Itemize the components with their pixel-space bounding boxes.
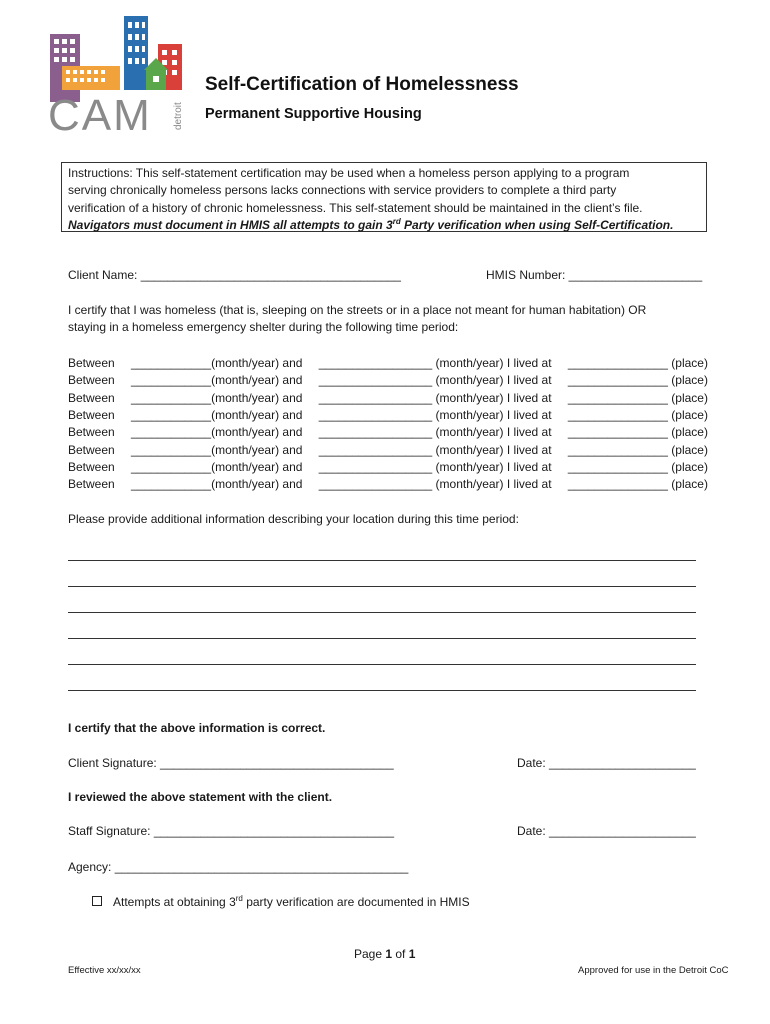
additional-info-line[interactable] [68, 612, 696, 613]
client-date-field[interactable]: Date: ______________________ [517, 756, 696, 770]
certify-paragraph: I certify that I was homeless (that is, sleeping on the streets or in a place not meant for human habitation) OR staying in a homeless emergency shelter during the following time period: [68, 303, 647, 335]
period-row-segment: _______________ (place) [567, 459, 708, 474]
period-row-segment: ____________(month/year) and [130, 390, 303, 405]
homeless-period-row[interactable] [68, 477, 708, 491]
period-row-segment: _______________ (place) [567, 356, 708, 370]
logo-detroit-text: detroit [173, 102, 184, 130]
instructions-emphasis-line: Navigators must document in HMIS all attempts to gain 3rd Party verification when using Self-Certification. [68, 217, 674, 233]
period-row-segment: Between [68, 459, 115, 474]
document-subtitle: Permanent Supportive Housing [205, 106, 422, 122]
homeless-period-row[interactable] [68, 408, 708, 422]
period-row-segment: ____________(month/year) and [130, 356, 303, 370]
additional-info-line[interactable] [68, 560, 696, 561]
period-row-segment: _______________ (place) [567, 373, 708, 388]
period-row-segment: ____________(month/year) and [130, 373, 303, 388]
hmis-attempts-checkbox[interactable] [92, 896, 102, 906]
period-row-segment: _________________ (month/year) I lived at [318, 373, 552, 388]
period-row-segment: ____________(month/year) and [130, 442, 303, 457]
additional-info-prompt: Please provide additional information describing your location during this time period: [68, 512, 519, 526]
period-row-segment: Between [68, 425, 115, 440]
period-row-segment: Between [68, 356, 115, 370]
instructions-line: Instructions: This self-statement certification may be used when a homeless person applying to a program [68, 166, 630, 180]
period-row-segment: _________________ (month/year) I lived at [318, 477, 552, 492]
client-signature-field[interactable]: Client Signature: ___________________________________ [68, 756, 394, 770]
additional-info-line[interactable] [68, 664, 696, 665]
staff-signature-field[interactable]: Staff Signature: ____________________________________ [68, 824, 395, 838]
staff-date-field[interactable]: Date: ______________________ [517, 824, 696, 838]
effective-date: Effective xx/xx/xx [68, 965, 141, 976]
homeless-period-row[interactable] [68, 391, 708, 405]
period-row-segment: _________________ (month/year) I lived at [318, 459, 552, 474]
period-row-segment: ____________(month/year) and [130, 407, 303, 422]
homeless-period-row[interactable] [68, 425, 708, 439]
period-row-segment: _________________ (month/year) I lived at [318, 390, 552, 405]
agency-field[interactable]: Agency: ____________________________________________ [68, 860, 409, 874]
additional-info-line[interactable] [68, 638, 696, 639]
reviewed-heading: I reviewed the above statement with the client. [68, 790, 333, 804]
period-row-segment: _________________ (month/year) I lived at [318, 407, 552, 422]
period-row-segment: Between [68, 477, 115, 492]
period-row-segment: ____________(month/year) and [130, 459, 303, 474]
hmis-attempts-label: Attempts at obtaining 3rd party verification are documented in HMIS [113, 894, 470, 909]
logo-cam-text: CAM [48, 91, 152, 132]
certify-correct-heading: I certify that the above information is correct. [68, 721, 326, 735]
page-number: Page 1 of 1 [354, 947, 416, 961]
period-row-segment: Between [68, 390, 115, 405]
homeless-period-row[interactable] [68, 460, 708, 474]
period-row-segment: Between [68, 373, 115, 388]
period-row-segment: _______________ (place) [567, 425, 708, 440]
period-row-segment: Between [68, 407, 115, 422]
cam-detroit-logo [48, 14, 188, 132]
approval-note: Approved for use in the Detroit CoC [578, 965, 729, 976]
client-name-field[interactable]: Client Name: _______________________________________ [68, 268, 401, 282]
homeless-period-row[interactable] [68, 373, 708, 387]
hmis-number-field[interactable]: HMIS Number: ____________________ [486, 268, 703, 282]
homeless-period-row[interactable] [68, 443, 708, 457]
additional-info-line[interactable] [68, 690, 696, 691]
instructions-line: serving chronically homeless persons lacks connections with service providers to complete a third party [68, 183, 617, 198]
period-row-segment: ____________(month/year) and [130, 425, 303, 440]
document-title: Self-Certification of Homelessness [205, 74, 519, 95]
period-row-segment: _______________ (place) [567, 407, 708, 422]
period-row-segment: _________________ (month/year) I lived at [318, 356, 552, 370]
instructions-line: verification of a history of chronic homelessness. This self-statement should be maintained in the client’s file. [68, 200, 643, 215]
period-row-segment: ____________(month/year) and [130, 477, 303, 492]
period-row-segment: _________________ (month/year) I lived at [318, 425, 552, 440]
additional-info-line[interactable] [68, 586, 696, 587]
homeless-period-row[interactable] [68, 356, 708, 370]
period-row-segment: _______________ (place) [567, 442, 708, 457]
instructions-box [61, 162, 707, 232]
period-row-segment: _______________ (place) [567, 390, 708, 405]
period-row-segment: _______________ (place) [567, 477, 708, 492]
period-row-segment: Between [68, 442, 115, 457]
period-row-segment: _________________ (month/year) I lived at [318, 442, 552, 457]
